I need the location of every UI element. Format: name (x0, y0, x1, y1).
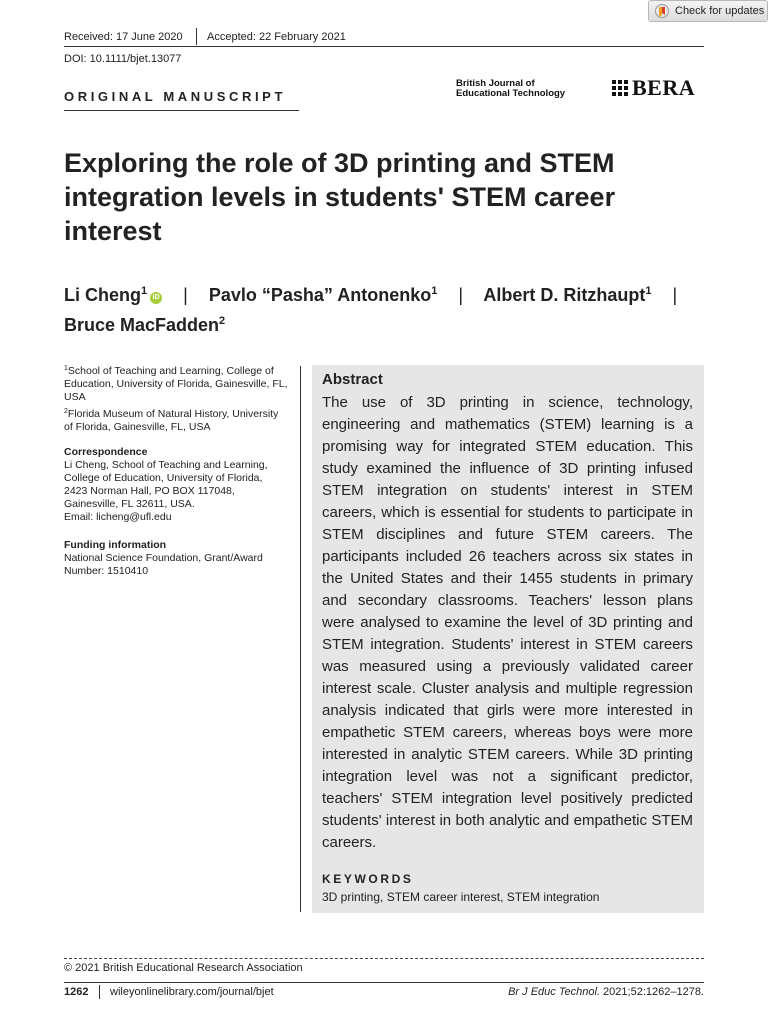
footer-dashed-rule (64, 958, 704, 959)
page-number: 1262 (64, 986, 89, 998)
affiliation-text: Florida Museum of Natural History, University of Florida, Gainesville, FL, USA (64, 408, 279, 433)
received-date: Received: 17 June 2020 (64, 31, 183, 43)
abstract-text: The use of 3D printing in science, technology, engineering and mathematics (STEM) learning is a promising way for integrated STEM education. This study examined the influence of 3D printing infused STEM integration on students' interest in STEM careers, which is essential for students to participate in STEM disciplines and future STEM careers. The participants included 26 teachers across six states in the United States and their 1455 students in primary and secondary classrooms. Teachers' lesson plans were analysed to examine the level of 3D printing and STEM integration. Students' interest in STEM careers was measured using a previously validated career interest scale. Cluster analysis and multiple regression analysis indicated that girls were more interested in empathetic STEM careers, whereas boys were more interested in analytic STEM careers. While 3D printing integration level was not a significant predictor, teachers' STEM integration level positively predicted students' interest in both analytic and empathetic STEM careers. (322, 394, 693, 851)
check-for-updates-label: Check for updates (675, 5, 765, 17)
citation (508, 986, 704, 998)
funding-heading: Funding information (64, 539, 167, 551)
affiliation-text: School of Teaching and Learning, College of Education, University of Florida, Gainesville, FL, USA (64, 365, 288, 403)
accepted-date: Accepted: 22 February 2021 (207, 31, 346, 43)
footer-divider (99, 985, 100, 999)
citation-details: 2021;52:1262–1278. (600, 986, 704, 998)
section-rule (64, 110, 299, 111)
correspondence-heading: Correspondence (64, 446, 148, 458)
correspondence-line: Li Cheng, School of Teaching and Learning, (64, 459, 268, 471)
header-divider (196, 28, 197, 45)
correspondence-line: Gainesville, FL 32611, USA. (64, 498, 195, 510)
bera-wordmark: BERA (632, 75, 696, 100)
keywords-heading: KEYWORDS (322, 872, 414, 886)
author-affiliation-mark: 1 (431, 285, 438, 297)
affiliation-2 (64, 405, 289, 434)
orcid-icon[interactable]: iD (150, 292, 162, 304)
check-for-updates-button[interactable] (648, 0, 768, 22)
author-affiliation-mark: 2 (219, 315, 226, 327)
correspondence-email[interactable]: Email: licheng@ufl.edu (64, 511, 172, 523)
funding-line: Number: 1510410 (64, 565, 149, 577)
journal-name-line2: Educational Technology (456, 88, 566, 99)
bera-logo (611, 75, 696, 100)
copyright-notice: © 2021 British Educational Research Association (64, 962, 303, 974)
author-name[interactable]: Bruce MacFadden (64, 315, 220, 335)
author-name[interactable]: Li Cheng (64, 285, 141, 305)
author-name[interactable]: Pavlo “Pasha” Antonenko (208, 285, 432, 305)
affiliation-number: 2 (64, 408, 68, 415)
author-separator: | (458, 285, 464, 305)
bera-emblem-icon (611, 79, 629, 97)
article-title: Exploring the role of 3D printing and STEM integration levels in students' STEM career interest (64, 148, 616, 246)
correspondence-block (64, 446, 294, 524)
journal-url[interactable]: wileyonlinelibrary.com/journal/bjet (110, 986, 274, 998)
header-rule (64, 46, 704, 47)
column-divider (300, 366, 301, 912)
footer-rule (64, 982, 704, 983)
author-separator: | (672, 285, 678, 305)
affiliation-number: 1 (64, 365, 68, 372)
doi[interactable]: DOI: 10.1111/bjet.13077 (64, 53, 182, 65)
journal-name-line1: British Journal of (456, 78, 535, 89)
affiliation-1 (64, 362, 289, 404)
correspondence-line: College of Education, University of Florida, (64, 472, 263, 484)
author-affiliation-mark: 1 (645, 285, 652, 297)
journal-name (456, 79, 565, 99)
section-label: ORIGINAL MANUSCRIPT (64, 89, 286, 104)
funding-line: National Science Foundation, Grant/Award (64, 552, 263, 564)
citation-journal: Br J Educ Technol. (508, 986, 600, 998)
author-separator: | (183, 285, 188, 305)
correspondence-line: 2423 Norman Hall, PO BOX 117048, (64, 485, 235, 497)
author-name[interactable]: Albert D. Ritzhaupt (483, 285, 646, 305)
author-list (64, 278, 704, 338)
check-updates-icon (655, 4, 669, 18)
funding-block (64, 539, 294, 578)
author-affiliation-mark: 1 (141, 285, 148, 297)
abstract-heading: Abstract (322, 371, 383, 388)
keywords-text: 3D printing, STEM career interest, STEM integration (322, 890, 600, 904)
